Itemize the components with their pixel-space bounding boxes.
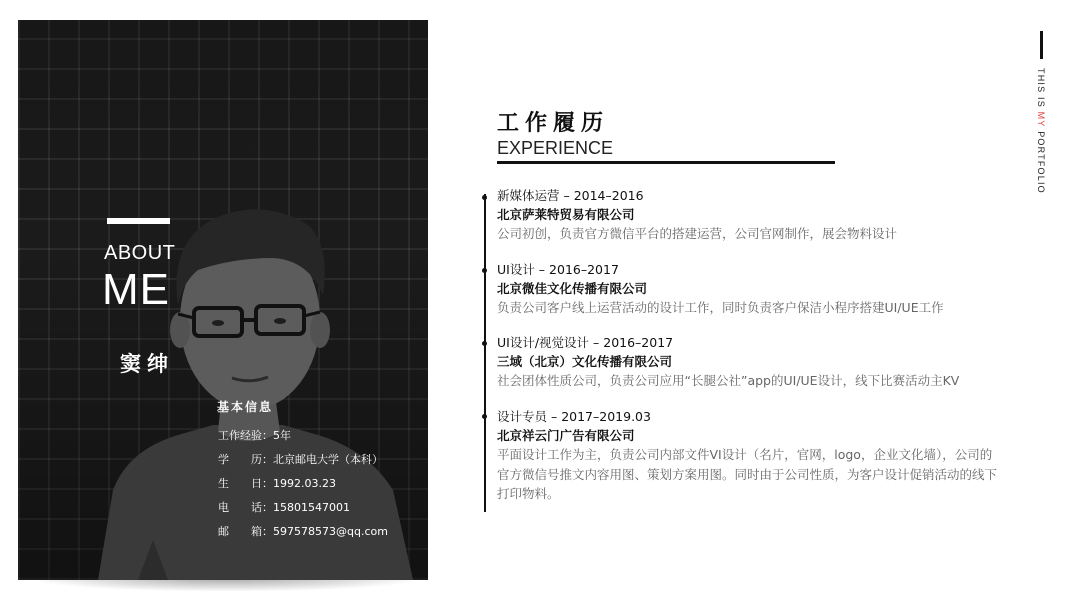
info-label: 生 日： xyxy=(218,477,273,490)
profile-card xyxy=(18,20,428,580)
timeline-dot xyxy=(482,195,487,200)
info-row-education xyxy=(218,452,388,476)
info-value: 597578573@qq.com xyxy=(273,525,388,538)
info-row-phone xyxy=(218,500,388,524)
job-description: 负责公司客户线上运营活动的设计工作，同时负责客户保洁小程序搭建UI/UE工作 xyxy=(497,300,944,315)
job-entry xyxy=(497,261,1017,318)
info-value: 5年 xyxy=(273,429,291,442)
info-row-email xyxy=(218,524,388,548)
portfolio-tag xyxy=(1036,68,1046,194)
section-underline xyxy=(497,161,835,164)
job-title-period: UI设计 – 2016–2017 xyxy=(497,262,619,277)
job-title-period: 设计专员 – 2017–2019.03 xyxy=(497,409,651,424)
portfolio-tag-after: PORTFOLIO xyxy=(1036,127,1046,194)
timeline-dot xyxy=(482,341,487,346)
job-description: 社会团体性质公司，负责公司应用“长腿公社”app的UI/UE设计，线下比赛活动主KV xyxy=(497,373,960,388)
about-accent-bar xyxy=(107,218,170,224)
info-row-experience xyxy=(218,428,388,452)
job-title-period: 新媒体运营 – 2014–2016 xyxy=(497,188,644,203)
person-name: 窦绅 xyxy=(120,352,174,376)
info-value: 15801547001 xyxy=(273,501,350,514)
portfolio-tag-accent: MY xyxy=(1036,111,1046,128)
job-company: 北京祥云门广告有限公司 xyxy=(497,428,635,443)
timeline-dot xyxy=(482,268,487,273)
job-entry xyxy=(497,408,1002,504)
job-company: 北京萨莱特贸易有限公司 xyxy=(497,207,635,222)
section-subtitle: EXPERIENCE xyxy=(497,138,614,158)
info-label: 工作经验： xyxy=(218,429,273,442)
job-title-period: UI设计/视觉设计 – 2016–2017 xyxy=(497,335,674,350)
basic-info-list xyxy=(218,428,388,548)
job-company: 三域（北京）文化传播有限公司 xyxy=(497,354,673,369)
info-value: 北京邮电大学（本科） xyxy=(273,453,383,466)
timeline-line xyxy=(484,194,486,512)
about-label: ABOUT xyxy=(104,242,176,264)
info-label: 电 话： xyxy=(218,501,273,514)
info-value: 1992.03.23 xyxy=(273,477,336,490)
portfolio-tag-bar xyxy=(1040,31,1043,59)
job-company: 北京微佳文化传播有限公司 xyxy=(497,281,648,296)
portfolio-tag-before: THIS IS xyxy=(1036,68,1046,112)
timeline-dot xyxy=(482,414,487,419)
info-label: 学 历： xyxy=(218,453,273,466)
info-label: 邮 箱： xyxy=(218,525,273,538)
job-entry xyxy=(497,334,1017,391)
section-title: 工作履历 xyxy=(497,111,610,136)
info-row-birthday xyxy=(218,476,388,500)
job-entry xyxy=(497,187,1017,244)
basic-info-title: 基本信息 xyxy=(217,400,274,414)
job-description: 公司初创，负责官方微信平台的搭建运营，公司官网制作，展会物料设计 xyxy=(497,226,898,241)
job-description: 平面设计工作为主，负责公司内部文件VI设计（名片，官网，logo，企业文化墙），公司的官方微信号推文内容用图、策划方案用图。同时由于公司性质，为客户设计促销活动的线下打印物料。 xyxy=(497,447,998,501)
me-label: ME xyxy=(102,265,170,314)
